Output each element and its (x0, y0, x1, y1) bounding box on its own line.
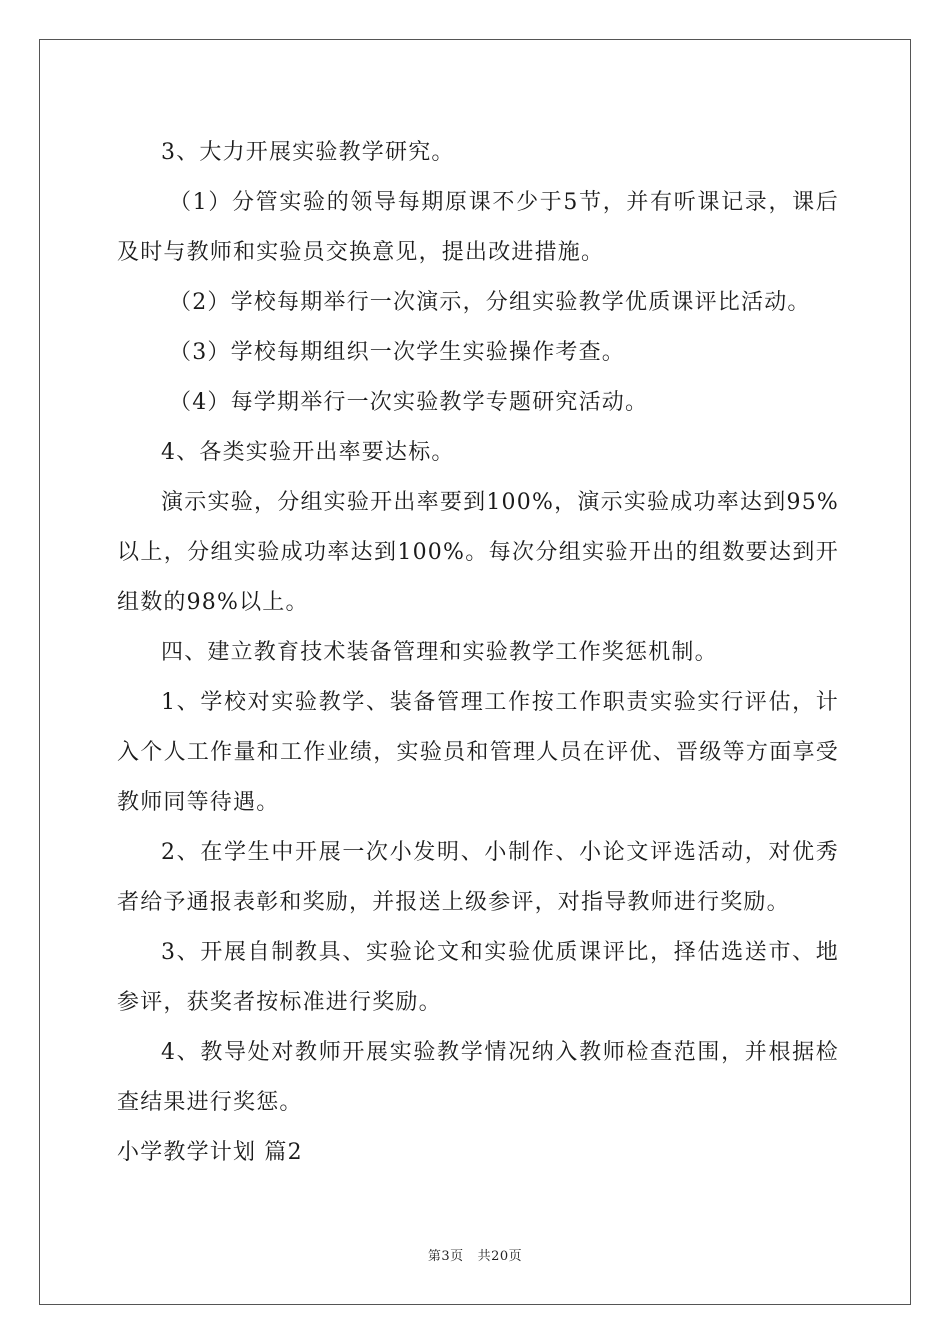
paragraph-subitem-2: （2）学校每期举行一次演示，分组实验教学优质课评比活动。 (169, 290, 811, 315)
paragraph-subitem-4: （4）每学期举行一次实验教学专题研究活动。 (169, 390, 649, 415)
paragraph-item-3-heading: 3、大力开展实验教学研究。 (161, 140, 455, 165)
paragraph-experiment-rates: 演示实验，分组实验开出率要到100%，演示实验成功率达到95%以上，分组实验成功率达到100%。每次分组实验开出的组数要达到开组数的98%以上。 (117, 490, 839, 615)
page-total: 共20页 (477, 1249, 523, 1264)
paragraph-reward-4: 4、教导处对教师开展实验教学情况纳入教师检查范围，并根据检查结果进行奖惩。 (117, 1040, 839, 1115)
paragraph-subitem-1: （1）分管实验的领导每期原课不少于5节，并有听课记录，课后及时与教师和实验员交换意见，提出改进措施。 (117, 190, 839, 265)
paragraph-reward-1: 1、学校对实验教学、装备管理工作按工作职责实验实行评估，计入个人工作量和工作业绩，实验员和管理人员在评优、晋级等方面享受教师同等待遇。 (117, 690, 839, 815)
paragraph-item-4-heading: 4、各类实验开出率要达标。 (161, 440, 455, 465)
page-number: 第3页 (427, 1249, 464, 1264)
paragraph-subitem-3: （3）学校每期组织一次学生实验操作考查。 (169, 340, 625, 365)
section-heading: 小学教学计划 篇2 (117, 1140, 303, 1165)
paragraph-reward-2: 2、在学生中开展一次小发明、小制作、小论文评选活动，对优秀者给予通报表彰和奖励，并报送上级参评，对指导教师进行奖励。 (117, 840, 839, 915)
document-body (117, 128, 839, 1178)
page-footer (0, 1245, 950, 1264)
paragraph-reward-3: 3、开展自制教具、实验论文和实验优质课评比，择估选送市、地参评，获奖者按标准进行奖励。 (117, 940, 839, 1015)
paragraph-section-four-heading: 四、建立教育技术装备管理和实验教学工作奖惩机制。 (161, 640, 718, 665)
